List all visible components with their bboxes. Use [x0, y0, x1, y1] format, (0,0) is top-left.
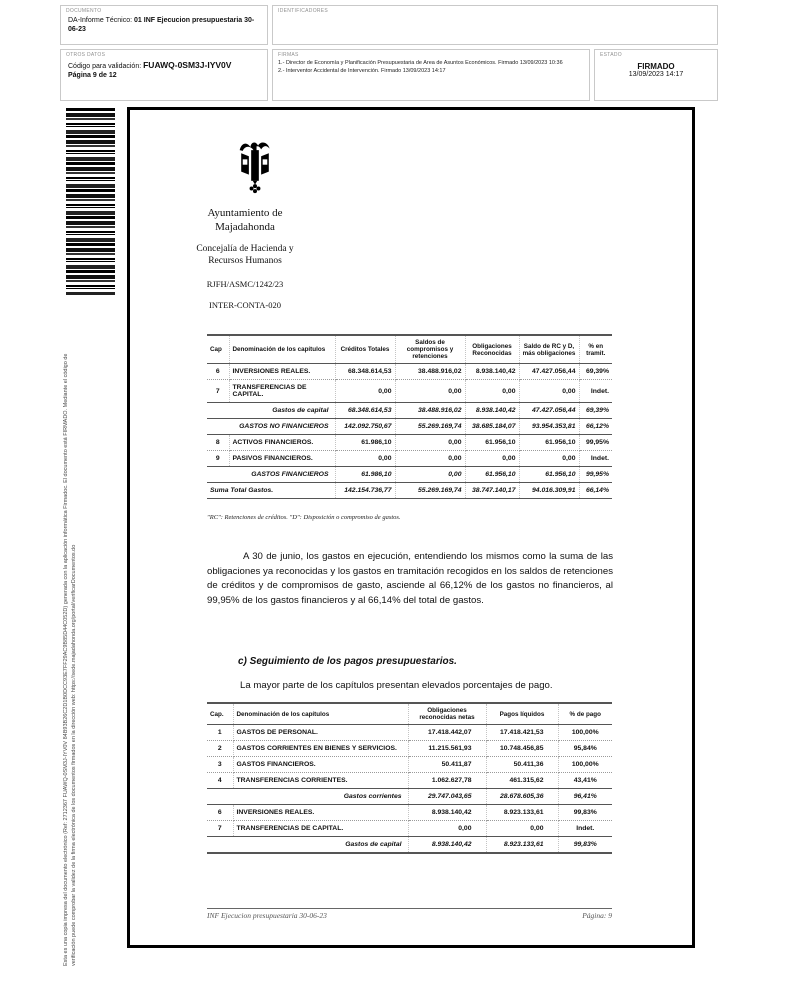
table-row [207, 821, 612, 837]
summary-label-cell: Gastos de capital [207, 403, 335, 419]
value-cell: 47.427.056,44 [519, 403, 579, 419]
otros-datos-cell [60, 49, 268, 101]
cap-cell: 2 [207, 741, 233, 757]
payments-table [207, 702, 612, 854]
pct-cell: 95,84% [558, 741, 612, 757]
identificadores-label: IDENTIFICADORES [278, 8, 329, 14]
firma-2: 2.- Interventor Accidental de Intervención. Firmado 13/09/2023 14:17 [278, 67, 446, 74]
verification-vertical-text [62, 278, 78, 966]
pct-cell: 43,41% [558, 773, 612, 789]
value-cell: 29.747.043,65 [408, 789, 486, 805]
value-cell: 55.269.169,74 [395, 483, 465, 499]
pct-cell: 66,12% [579, 419, 612, 435]
value-cell: 93.954.353,81 [519, 419, 579, 435]
table-footnote: "RC": Retenciones de créditos. "D": Disposición o compromiso de gastos. [207, 514, 401, 521]
verification-line-2: verificación puede comprobar la validez de la firma electrónica de los documentos firmados en la dirección web: https://sede.majadahonda.org/portal/verificarDocumentos.do [71, 544, 77, 966]
body-paragraph: A 30 de junio, los gastos en ejecución, entendiendo los mismos como la suma de las obligaciones ya reconocidas y los gastos en tramitación recogidos en los saldos de retenciones de créditos y de compromisos de gasto, asciende al 66,12% de los gastos no financieros, al 99,95% de los gastos financieros y al 66,14% del total de gastos. [207, 551, 613, 606]
otros-datos-label: OTROS DATOS [66, 52, 106, 58]
label-cell: TRANSFERENCIAS DE CAPITAL. [229, 380, 335, 403]
cap-cell: 4 [207, 773, 233, 789]
value-cell: 61.956,10 [519, 467, 579, 483]
codigo-prefix: Código para validación: [68, 63, 144, 70]
org-department [145, 243, 345, 267]
pct-cell: 69,39% [579, 364, 612, 380]
table-row [207, 451, 612, 467]
summary-row [207, 789, 612, 805]
value-cell: 8.923.133,61 [486, 805, 558, 821]
value-cell: 142.154.736,77 [335, 483, 395, 499]
value-cell: 0,00 [486, 821, 558, 837]
label-cell: GASTOS FINANCIEROS. [233, 757, 408, 773]
org-name [145, 206, 345, 234]
pct-cell: 66,14% [579, 483, 612, 499]
col-pct-tramit: % en tramit. [579, 335, 612, 364]
value-cell: 8.938.140,42 [465, 364, 519, 380]
section-heading: c) Seguimiento de los pagos presupuestarios. [238, 656, 457, 667]
value-cell: 8.938.140,42 [465, 403, 519, 419]
value-cell: 142.092.750,67 [335, 419, 395, 435]
col-cap: Cap [207, 335, 229, 364]
label-cell: GASTOS CORRIENTES EN BIENES Y SERVICIOS. [233, 741, 408, 757]
pct-cell: Indet. [579, 451, 612, 467]
pct-cell: 100,00% [558, 725, 612, 741]
value-cell: 28.678.605,36 [486, 789, 558, 805]
col-creditos: Créditos Totales [335, 335, 395, 364]
col-denominacion: Denominación de los capítulos [229, 335, 335, 364]
value-cell: 0,00 [395, 467, 465, 483]
org-dept-line2: Recursos Humanos [208, 256, 282, 266]
value-cell: 50.411,87 [408, 757, 486, 773]
col-obligaciones: Obligaciones Reconocidas [465, 335, 519, 364]
value-cell: 38.685.184,07 [465, 419, 519, 435]
label-cell: INVERSIONES REALES. [233, 805, 408, 821]
value-cell: 68.348.614,53 [335, 364, 395, 380]
value-cell: 38.488.916,02 [395, 364, 465, 380]
documento-prefix: DA-Informe Técnico: [68, 17, 135, 24]
org-header-block [145, 206, 345, 310]
codigo-validacion [66, 60, 262, 72]
value-cell: 61.956,10 [465, 435, 519, 451]
value-cell: 461.315,62 [486, 773, 558, 789]
table-row [207, 364, 612, 380]
cap-cell: 1 [207, 725, 233, 741]
org-reference-2: INTER-CONTA-020 [208, 300, 282, 310]
org-name-line2: Majadahonda [215, 221, 275, 233]
label-cell: INVERSIONES REALES. [229, 364, 335, 380]
estado-cell [594, 49, 718, 101]
cap-cell: 3 [207, 757, 233, 773]
table-row [207, 773, 612, 789]
table-row [207, 725, 612, 741]
cap-cell: 6 [207, 364, 229, 380]
cap-cell: 6 [207, 805, 233, 821]
cap-cell: 9 [207, 451, 229, 467]
value-cell: 50.411,36 [486, 757, 558, 773]
summary-row [207, 467, 612, 483]
col-denominacion: Denominación de los capítulos [233, 703, 408, 725]
cap-cell: 7 [207, 821, 233, 837]
execution-table [207, 334, 612, 499]
documento-title: 01 INF Ejecucion presupuestaria 30-06-23 [68, 17, 255, 33]
firmas-label: FIRMAS [278, 52, 299, 58]
table-row [207, 805, 612, 821]
pct-cell: 99,83% [558, 837, 612, 854]
value-cell: 0,00 [335, 451, 395, 467]
barcode [66, 108, 115, 295]
pct-cell: 96,41% [558, 789, 612, 805]
total-label-cell: Suma Total Gastos. [207, 483, 335, 499]
value-cell: 17.418.421,53 [486, 725, 558, 741]
org-dept-line1: Concejalía de Hacienda y [196, 244, 294, 254]
codigo-value: FUAWQ-0SM3J-IYV0V [143, 60, 232, 70]
value-cell: 61.956,10 [465, 467, 519, 483]
cap-cell: 8 [207, 435, 229, 451]
pct-cell: Indet. [579, 380, 612, 403]
value-cell: 8.923.133,61 [486, 837, 558, 854]
table-row [207, 435, 612, 451]
col-saldos: Saldos de compromisos y retenciones [395, 335, 465, 364]
value-cell: 0,00 [465, 451, 519, 467]
value-cell: 17.418.442,07 [408, 725, 486, 741]
summary-row [207, 837, 612, 854]
summary-row [207, 419, 612, 435]
execution-table-header-row [207, 335, 612, 364]
value-cell: 8.938.140,42 [408, 837, 486, 854]
sheet-footer [207, 908, 612, 920]
table-row [207, 757, 612, 773]
pct-cell: 69,39% [579, 403, 612, 419]
pagina-info: Página 9 de 12 [68, 72, 117, 79]
footer-doc-title: INF Ejecucion presupuestaria 30-06-23 [207, 911, 327, 920]
table-row [207, 741, 612, 757]
value-cell: 94.016.309,91 [519, 483, 579, 499]
value-cell: 0,00 [408, 821, 486, 837]
firma-1: 1.- Director de Economía y Planificación Presupuestaria de Area de Asuntos Económicos. Firmado 13/09/2023 10:36 [278, 60, 563, 66]
documento-value [66, 16, 262, 34]
label-cell: ACTIVOS FINANCIEROS. [229, 435, 335, 451]
value-cell: 38.747.140,17 [465, 483, 519, 499]
pct-cell: 100,00% [558, 757, 612, 773]
value-cell: 55.269.169,74 [395, 419, 465, 435]
col-cap: Cap. [207, 703, 233, 725]
value-cell: 0,00 [335, 380, 395, 403]
value-cell: 1.062.627,78 [408, 773, 486, 789]
value-cell: 0,00 [519, 451, 579, 467]
org-reference-1: RJFH/ASMC/1242/23 [206, 279, 284, 289]
label-cell: GASTOS DE PERSONAL. [233, 725, 408, 741]
cap-cell: 7 [207, 380, 229, 403]
firmas-cell [272, 49, 590, 101]
value-cell: 10.748.456,85 [486, 741, 558, 757]
value-cell: 0,00 [519, 380, 579, 403]
section-intro: La mayor parte de los capítulos presentan elevados porcentajes de pago. [240, 680, 553, 691]
summary-label-cell: Gastos corrientes [207, 789, 408, 805]
pct-cell: 99,83% [558, 805, 612, 821]
documento-cell [60, 5, 268, 45]
pct-cell: 99,95% [579, 435, 612, 451]
label-cell: TRANSFERENCIAS CORRIENTES. [233, 773, 408, 789]
footer-page-number: Página: 9 [582, 911, 612, 920]
org-name-line1: Ayuntamiento de [207, 207, 283, 219]
summary-row [207, 403, 612, 419]
col-obligaciones-netas: Obligaciones reconocidas netas [408, 703, 486, 725]
summary-label-cell: Gastos de capital [207, 837, 408, 854]
payments-table-header-row [207, 703, 612, 725]
estado-fecha: 13/09/2023 14:17 [628, 71, 684, 78]
estado-status: FIRMADO [637, 62, 675, 71]
value-cell: 11.215.561,93 [408, 741, 486, 757]
value-cell: 47.427.056,44 [519, 364, 579, 380]
value-cell: 0,00 [395, 451, 465, 467]
value-cell: 0,00 [395, 380, 465, 403]
value-cell: 8.938.140,42 [408, 805, 486, 821]
table-row [207, 380, 612, 403]
total-row [207, 483, 612, 499]
value-cell: 61.986,10 [335, 435, 395, 451]
label-cell: TRANSFERENCIAS DE CAPITAL. [233, 821, 408, 837]
value-cell: 0,00 [395, 435, 465, 451]
signature-metadata-header [60, 5, 718, 101]
label-cell: PASIVOS FINANCIEROS. [229, 451, 335, 467]
majadahonda-coat-of-arms-icon [225, 136, 285, 202]
value-cell: 0,00 [465, 380, 519, 403]
documento-label: DOCUMENTO [66, 8, 102, 14]
value-cell: 38.488.916,02 [395, 403, 465, 419]
col-saldo-rc: Saldo de RC y D, más obligaciones [519, 335, 579, 364]
value-cell: 61.956,10 [519, 435, 579, 451]
summary-label-cell: GASTOS FINANCIEROS [207, 467, 335, 483]
pct-cell: Indet. [558, 821, 612, 837]
estado-label: ESTADO [600, 52, 622, 58]
pct-cell: 99,95% [579, 467, 612, 483]
value-cell: 68.348.614,53 [335, 403, 395, 419]
identificadores-cell [272, 5, 718, 45]
col-pagos-liquidos: Pagos líquidos [486, 703, 558, 725]
document-sheet [127, 107, 695, 948]
verification-line-1: Esta es una copia impresa del documento electrónico (Ref: 2712367 FUAWQ-0SM3J-IYV0V 84B93B26C2D1B0DCC93E7FF29AC9B85D44C052D) generada con la aplicación informática Firmadoc. El documento está FIRMADO. Mediante el código de [63, 353, 69, 966]
col-pct-pago: % de pago [558, 703, 612, 725]
value-cell: 61.986,10 [335, 467, 395, 483]
summary-label-cell: GASTOS NO FINANCIEROS [207, 419, 335, 435]
